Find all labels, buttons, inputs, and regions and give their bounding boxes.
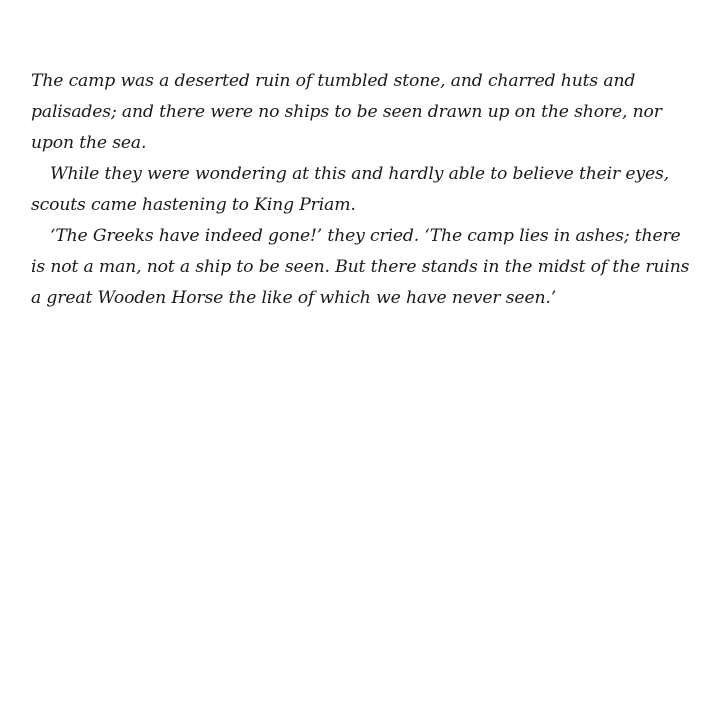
paragraph-wooden-horse: ‘The Greeks have indeed gone!’ they cried. ‘The camp lies in ashes; there is not a man, not a ship to be seen. But there stands in the midst of the ruins a great Wooden Horse the like of which we have never seen.’ xyxy=(31,226,690,308)
paragraph-scouts: While they were wondering at this and hardly able to believe their eyes, scouts came hastening to King Priam. xyxy=(31,164,669,215)
paragraph-camp-ruin: The camp was a deserted ruin of tumbled stone, and charred huts and palisades; and there were no ships to be seen drawn up on the shore, nor upon the sea. xyxy=(31,71,662,153)
document-page xyxy=(31,66,691,314)
